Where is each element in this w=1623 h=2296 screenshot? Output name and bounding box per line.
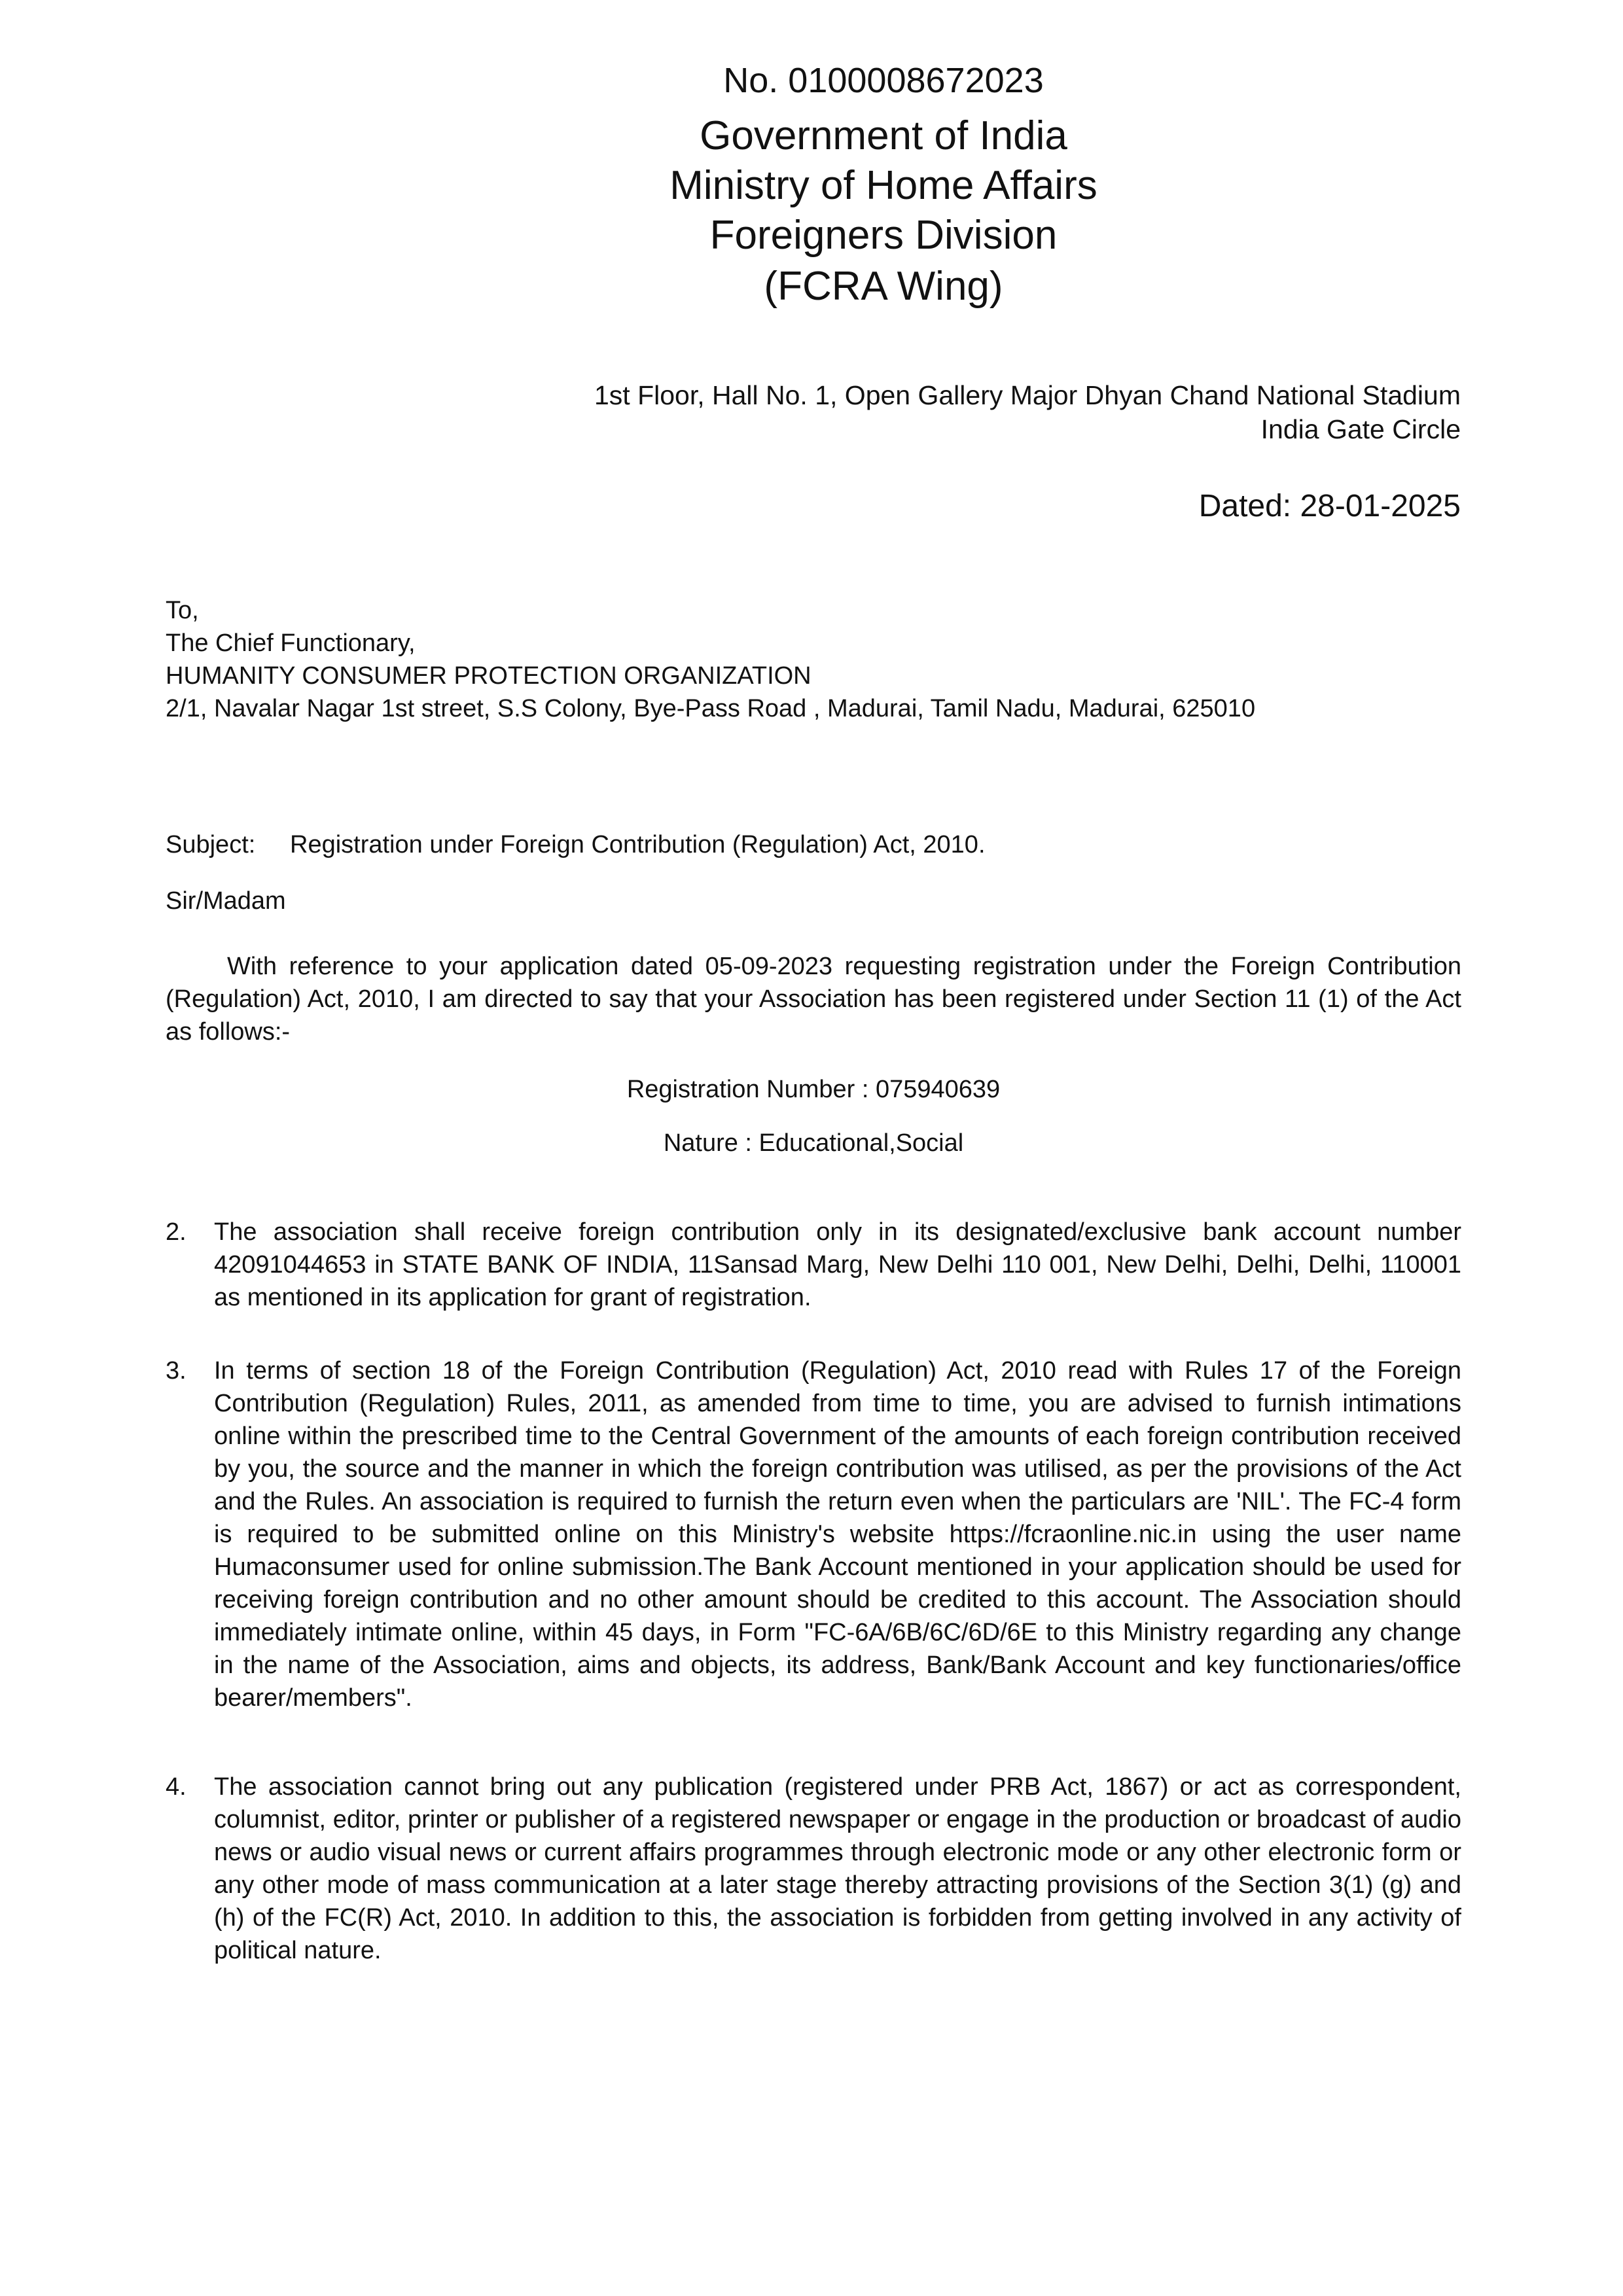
recipient-block <box>166 594 1255 725</box>
clause-number: 3. <box>166 1357 187 1385</box>
clause-text: In terms of section 18 of the Foreign Contribution (Regulation) Act, 2010 read with Rules 17 of the Foreign Contribution (Regulation) Rules, 2011, as amended from time to time, you are advised to furnish intimations online within the prescribed time to the Central Government of the amounts of each foreign contribution received by you, the source and the manner in which the foreign contribution was utilised, as per the provisions of the Act and the Rules. An association is required to furnish the return even when the particulars are 'NIL'. The FC-4 form is required to be submitted online on this Ministry's website https://fcraonline.nic.in using the user name Humaconsumer used for online submission.The Bank Account mentioned in your application should be used for receiving foreign contribution and no other amount should be credited to this account. The Association should immediately intimate online, within 45 days, in Form "FC-6A/6B/6C/6D/6E to this Ministry regarding any change in the name of the Association, aims and objects, its address, Bank/Bank Account and key functionaries/office bearer/members". <box>214 1357 1461 1712</box>
header-division: Foreigners Division <box>709 213 1058 258</box>
recipient-to: To, <box>166 597 199 624</box>
header-ministry: Ministry of Home Affairs <box>669 163 1097 208</box>
header-government: Government of India <box>700 113 1067 158</box>
clause-number: 4. <box>166 1773 187 1801</box>
letter-date: Dated: 28-01-2025 <box>1198 489 1461 523</box>
subject-text: Registration under Foreign Contribution (Regulation) Act, 2010. <box>290 831 986 858</box>
clause-item <box>166 1216 1461 1314</box>
clause-number: 2. <box>166 1218 187 1246</box>
registration-number: Registration Number : 075940639 <box>626 1076 1001 1103</box>
reference-number: No. 0100008672023 <box>723 61 1044 100</box>
intro-paragraph: With reference to your application dated 05-09-2023 requesting registration under the Foreign Contribution (Regulation) Act, 2010, I am directed to say that your Association has been registered under Section 11 (1) of the Act as follows:- <box>166 953 1461 1046</box>
clause-text: The association cannot bring out any publication (registered under PRB Act, 1867) or act as correspondent, columnist, editor, printer or publisher of a registered newspaper or engage in the production or broadcast of audio news or audio visual news or current affairs programmes through electronic mode or any other electronic form or any other mode of mass communication at a later stage thereby attracting provisions of the Section 3(1) (g) and (h) of the FC(R) Act, 2010. In addition to this, the association is forbidden from getting involved in any activity of political nature. <box>214 1773 1461 1964</box>
recipient-title: The Chief Functionary, <box>166 629 416 657</box>
office-address-line-2: India Gate Circle <box>1260 414 1461 444</box>
recipient-organization: HUMANITY CONSUMER PROTECTION ORGANIZATION <box>166 662 812 690</box>
office-address-line-1: 1st Floor, Hall No. 1, Open Gallery Major Dhyan Chand National Stadium <box>594 380 1461 410</box>
clause-text: The association shall receive foreign contribution only in its designated/exclusive bank account number 42091044653 in STATE BANK OF INDIA, 11Sansad Marg, New Delhi 110 001, New Delhi, Delhi, Delhi, 110001 as mentioned in its application for grant of registration. <box>214 1218 1461 1311</box>
clause-item <box>166 1354 1461 1714</box>
recipient-address: 2/1, Navalar Nagar 1st street, S.S Colony, Bye-Pass Road , Madurai, Tamil Nadu, Madurai, 625010 <box>166 695 1256 722</box>
subject-line <box>166 828 986 861</box>
header-wing: (FCRA Wing) <box>764 264 1003 309</box>
registration-nature: Nature : Educational,Social <box>663 1129 964 1157</box>
salutation: Sir/Madam <box>166 887 286 915</box>
subject-label: Subject: <box>166 831 256 858</box>
clause-item <box>166 1771 1461 1967</box>
